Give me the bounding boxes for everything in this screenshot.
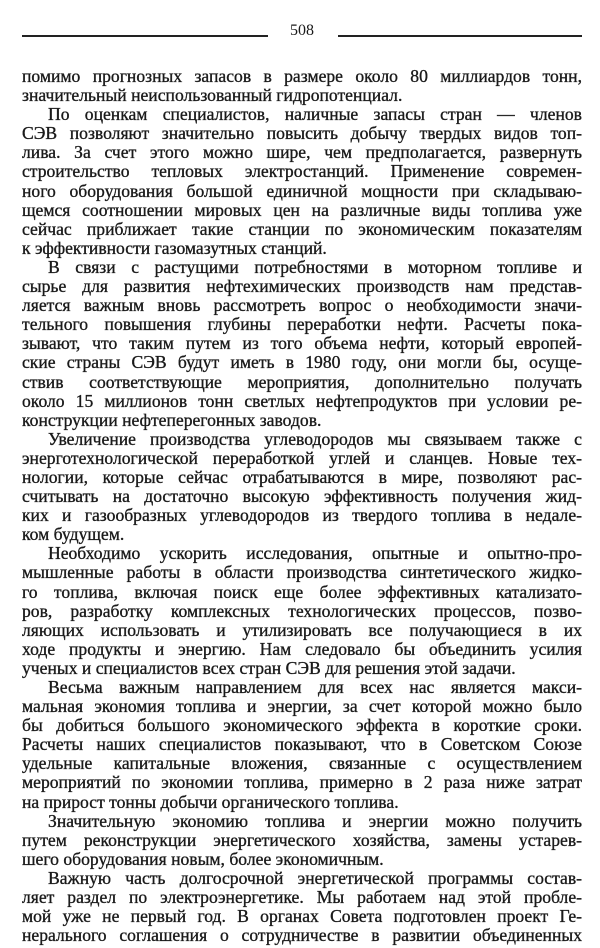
paragraph <box>22 812 582 869</box>
text-line: щемся соотношении мировых цен на различные виды топлива уже <box>22 199 582 220</box>
text-line: на прирост тонны добычи органического топлива. <box>22 791 399 812</box>
text-line: ного оборудования большой единичной мощности при складываю- <box>22 180 582 201</box>
text-line: зывают, что таким путем из того объема нефти, который европей- <box>22 333 582 354</box>
text-line: ученых и специалистов всех стран СЭВ для решения этой задачи. <box>22 657 516 678</box>
text-line: ствив соответствующие мероприятия, дополнительно получать <box>22 371 582 392</box>
text-line: около 15 миллионов тонн светлых нефтепродуктов при условии ре- <box>22 390 582 411</box>
text-line: путем реконструкции энергетического хозяйства, замены устарев- <box>22 829 582 850</box>
text-line: ком будущем. <box>22 524 125 545</box>
text-line: Необходимо ускорить исследования, опытные и опытно-про- <box>48 543 582 564</box>
page-body <box>22 67 582 945</box>
text-line: ляющих использовать и утилизировать все получающиеся в их <box>22 619 582 640</box>
text-line: к эффективности газомазутных станций. <box>22 237 327 258</box>
text-line: тельного повышения глубины переработки нефти. Расчеты пока- <box>22 314 582 335</box>
text-line: бы добиться большого экономического эффекта в короткие сроки. <box>22 715 582 736</box>
text-line: нологии, которые сейчас отрабатываются в мире, позволяют рас- <box>22 466 582 487</box>
text-line: мероприятий по экономии топлива, примерно в 2 раза ниже затрат <box>22 772 582 793</box>
paragraph <box>22 678 582 812</box>
text-line: нерального соглашения о сотрудничестве в развитии объединенных <box>22 925 582 946</box>
text-line: мальная экономия топлива и энергии, за счет которой можно было <box>22 696 582 717</box>
paragraph <box>22 67 582 105</box>
text-line: мышленные работы в области производства синтетического жидко- <box>22 562 582 583</box>
text-line: го топлива, включая поиск еще более эффективных катализато- <box>22 581 582 602</box>
text-line: мой уже не первый год. В органах Совета подготовлен проект Ге- <box>22 906 582 927</box>
text-line: ские страны СЭВ будут иметь в 1980 году, они могли бы, осуще- <box>22 352 582 373</box>
paragraph <box>22 430 582 545</box>
text-line: конструкции нефтеперегонных заводов. <box>22 409 322 430</box>
text-line: значительный неиспользованный гидропотенциал. <box>22 85 403 106</box>
text-line: считывать на достаточно высокую эффективность получения жид- <box>22 486 582 507</box>
text-line: лива. За счет этого можно шире, чем предполагается, развернуть <box>22 142 582 163</box>
text-line: Значительную экономию топлива и энергии можно получить <box>48 810 582 831</box>
text-line: По оценкам специалистов, наличные запасы стран — членов <box>48 104 582 125</box>
text-line: Весьма важным направлением для всех нас является макси- <box>48 677 582 697</box>
text-line: ходе продукты и энергию. Нам следовало бы объединить усилия <box>22 638 582 659</box>
text-line: ляет раздел по электроэнергетике. Мы работаем над этой пробле- <box>22 887 582 908</box>
text-line: шего оборудования новым, более экономичным. <box>22 848 384 869</box>
text-line: ров, разработку комплексных технологических процессов, позво- <box>22 600 582 621</box>
paragraph <box>22 105 582 258</box>
page-header <box>22 22 582 42</box>
text-line: энерготехнологической переработкой углей и сланцев. Новые тех- <box>22 447 582 468</box>
text-line: Важную часть долгосрочной энергетической программы состав- <box>48 867 582 888</box>
text-line: строительство тепловых электростанций. Применение современ- <box>22 161 582 182</box>
paragraph <box>22 544 582 678</box>
text-line: В связи с растущими потребностями в моторном топливе и <box>48 256 582 277</box>
paragraph <box>22 258 582 430</box>
text-line: сейчас приближает такие станции по экономическим показателям <box>22 218 582 239</box>
paragraph <box>22 869 582 945</box>
text-line: Расчеты наших специалистов показывают, что в Советском Союзе <box>22 734 582 755</box>
text-line: сырье для развития нефтехимических производств нам представ- <box>22 276 582 297</box>
text-line: СЭВ позволяют значительно повысить добычу твердых видов топ- <box>22 123 582 144</box>
text-line: ляется важным вновь рассмотреть вопрос о необходимости значи- <box>22 295 582 316</box>
text-line: помимо прогнозных запасов в размере около 80 миллиардов тонн, <box>22 66 582 86</box>
page-number: 508 <box>290 22 314 39</box>
text-line: удельные капитальные вложения, связанные с осуществлением <box>22 753 582 774</box>
text-line: ких и газообразных углеводородов из твердого топлива в недале- <box>22 505 582 526</box>
text-line: Увеличение производства углеводородов мы связываем также с <box>48 428 582 449</box>
header-rule-right <box>338 35 582 37</box>
